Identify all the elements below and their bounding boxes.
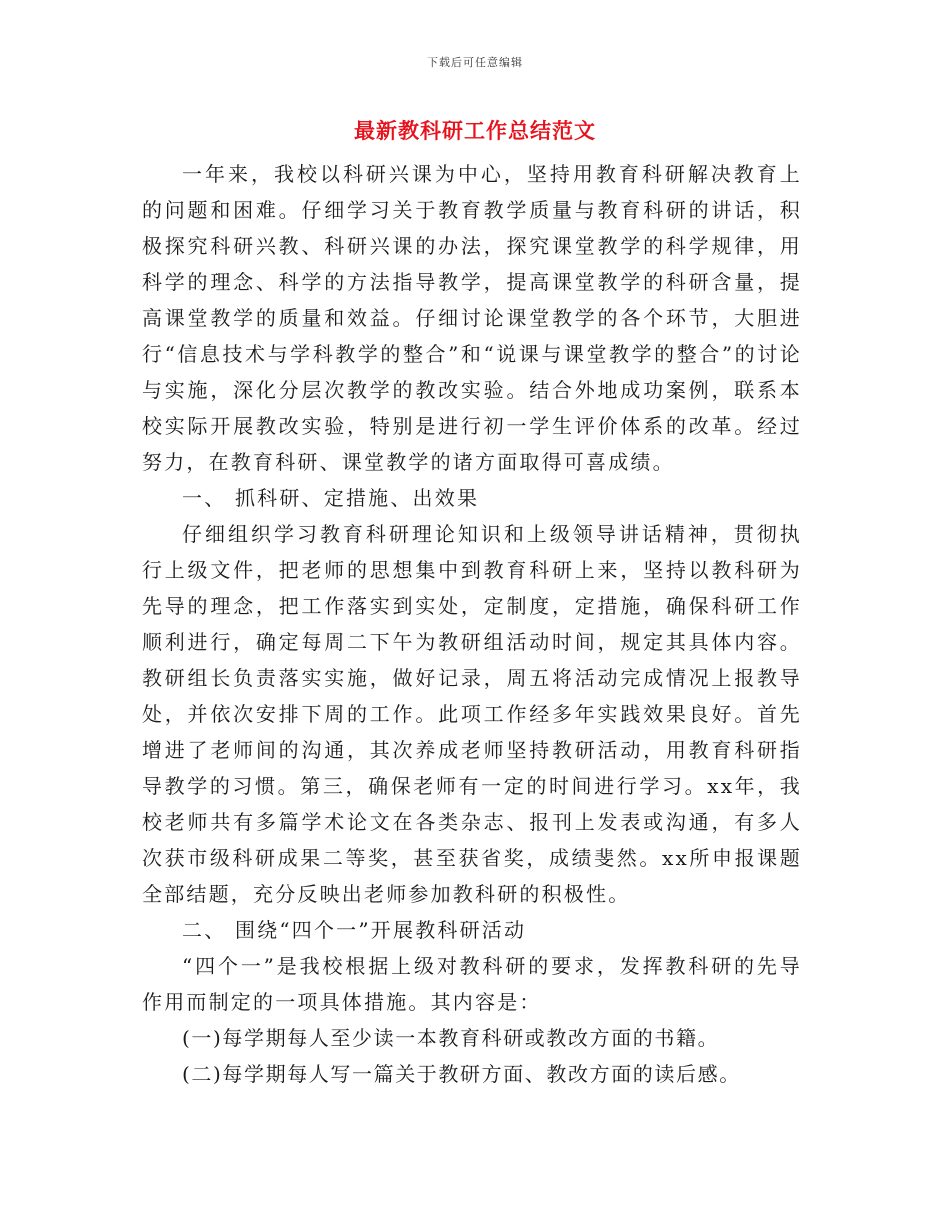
list-item-1: (一)每学期每人至少读一本教育科研或教改方面的书籍。 xyxy=(182,1026,720,1050)
paragraph-section-2: “四个一”是我校根据上级对教科研的要求，发挥教科研的先导作用而制定的一项具体措施。其内容是： xyxy=(142,954,802,1014)
section-heading-1: 一、 抓科研、定措施、出效果 xyxy=(182,486,480,510)
paragraph-section-1: 仔细组织学习教育科研理论知识和上级领导讲话精神，贯彻执行上级文件，把老师的思想集中到教育科研上来，坚持以教科研为先导的理念，把工作落实到实处，定制度，定措施，确保科研工作顺利进行，确定每周二下午为教研组活动时间，规定其具体内容。教研组长负责落实实施，做好记录，周五将活动完成情况上报教导处，并依次安排下周的工作。此项工作经多年实践效果良好。首先增进了老师间的沟通，其次养成老师坚持教研活动，用教育科研指导教学的习惯。第三，确保老师有一定的时间进行学习。xx年，我校老师共有多篇学术论文在各类杂志、报刊上发表或沟通，有多人次获市级科研成果二等奖，甚至获省奖，成绩斐然。xx所申报课题全部结题，充分反映出老师参加教科研的积极性。 xyxy=(142,522,802,906)
list-item-2: (二)每学期每人写一篇关于教研方面、教改方面的读后感。 xyxy=(182,1062,741,1086)
section-heading-2: 二、 围绕“四个一”开展教科研活动 xyxy=(182,918,527,942)
document-body xyxy=(142,156,802,1092)
paragraph-intro: 一年来，我校以科研兴课为中心，坚持用教育科研解决教育上的问题和困难。仔细学习关于教育教学质量与教育科研的讲话，积极探究科研兴教、科研兴课的办法，探究课堂教学的科学规律，用科学的理念、科学的方法指导教学，提高课堂教学的科研含量，提高课堂教学的质量和效益。仔细讨论课堂教学的各个环节，大胆进行“信息技术与学科教学的整合”和“说课与课堂教学的整合”的讨论与实施，深化分层次教学的教改实验。结合外地成功案例，联系本校实际开展教改实验，特别是进行初一学生评价体系的改革。经过努力，在教育科研、课堂教学的诸方面取得可喜成绩。 xyxy=(142,162,802,474)
document-title: 最新教科研工作总结范文 xyxy=(354,118,596,143)
header-note: 下载后可任意编辑 xyxy=(427,56,523,69)
